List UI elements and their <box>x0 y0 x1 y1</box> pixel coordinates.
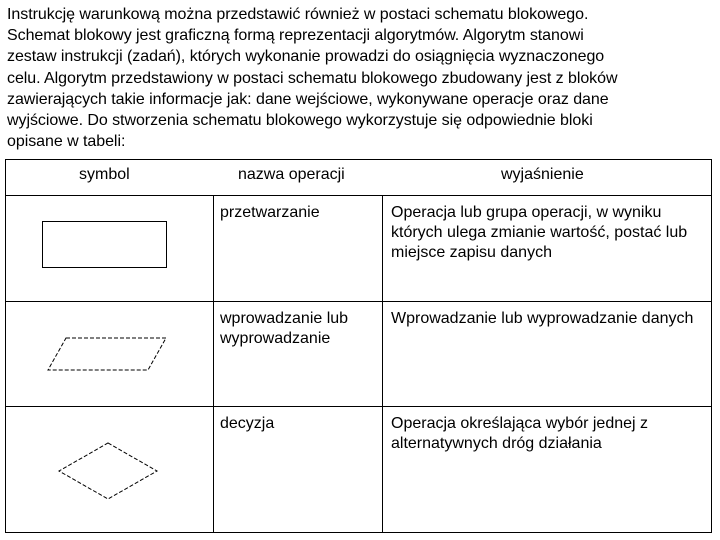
flowchart-symbols-table <box>5 159 712 533</box>
row-description: Operacja lub grupa operacji, w wyniku których ulega zmianie wartość, postać lub miejsce zapisu danych <box>391 204 688 261</box>
row-divider <box>6 195 711 196</box>
row-description: Operacja określająca wybór jednej z alternatywnych dróg działania <box>391 415 649 452</box>
intro-line: celu. Algorytm przedstawiony w postaci schematu blokowego zbudowany jest z bloków <box>7 69 618 87</box>
intro-paragraph <box>7 4 713 152</box>
intro-line: zestaw instrukcji (zadań), których wykonanie prowadzi do osiągnięcia wyznaczonego <box>7 48 605 66</box>
row-name: wprowadzanie lub wyprowadzanie <box>220 310 349 347</box>
row-name: przetwarzanie <box>220 204 320 221</box>
intro-line: Instrukcję warunkową można przedstawić również w postaci schematu blokowego. <box>7 6 589 23</box>
header-operation-name: nazwa operacji <box>238 166 345 183</box>
rectangle-process-icon <box>42 221 168 274</box>
intro-line: opisane w tabeli: <box>7 133 126 151</box>
intro-line: wyjściowe. Do stworzenia schematu blokowego wykorzystuje się odpowiednie bloki <box>7 112 593 130</box>
row-description: Wprowadzanie lub wyprowadzanie danych <box>391 310 694 327</box>
column-divider <box>382 195 383 532</box>
header-symbol: symbol <box>79 166 130 183</box>
header-description: wyjaśnienie <box>501 166 584 183</box>
intro-line: zawierających takie informacje jak: dane wejściowe, wykonywane operacje oraz dane <box>7 90 609 108</box>
intro-line: Schemat blokowy jest graficzną formą reprezentacji algorytmów. Algorytm stanowi <box>7 27 584 45</box>
column-divider <box>213 195 214 532</box>
row-divider <box>6 301 711 302</box>
parallelogram-io-icon <box>46 337 168 376</box>
diamond-decision-icon <box>57 442 159 505</box>
row-name: decyzja <box>220 415 275 432</box>
row-divider <box>6 406 711 407</box>
